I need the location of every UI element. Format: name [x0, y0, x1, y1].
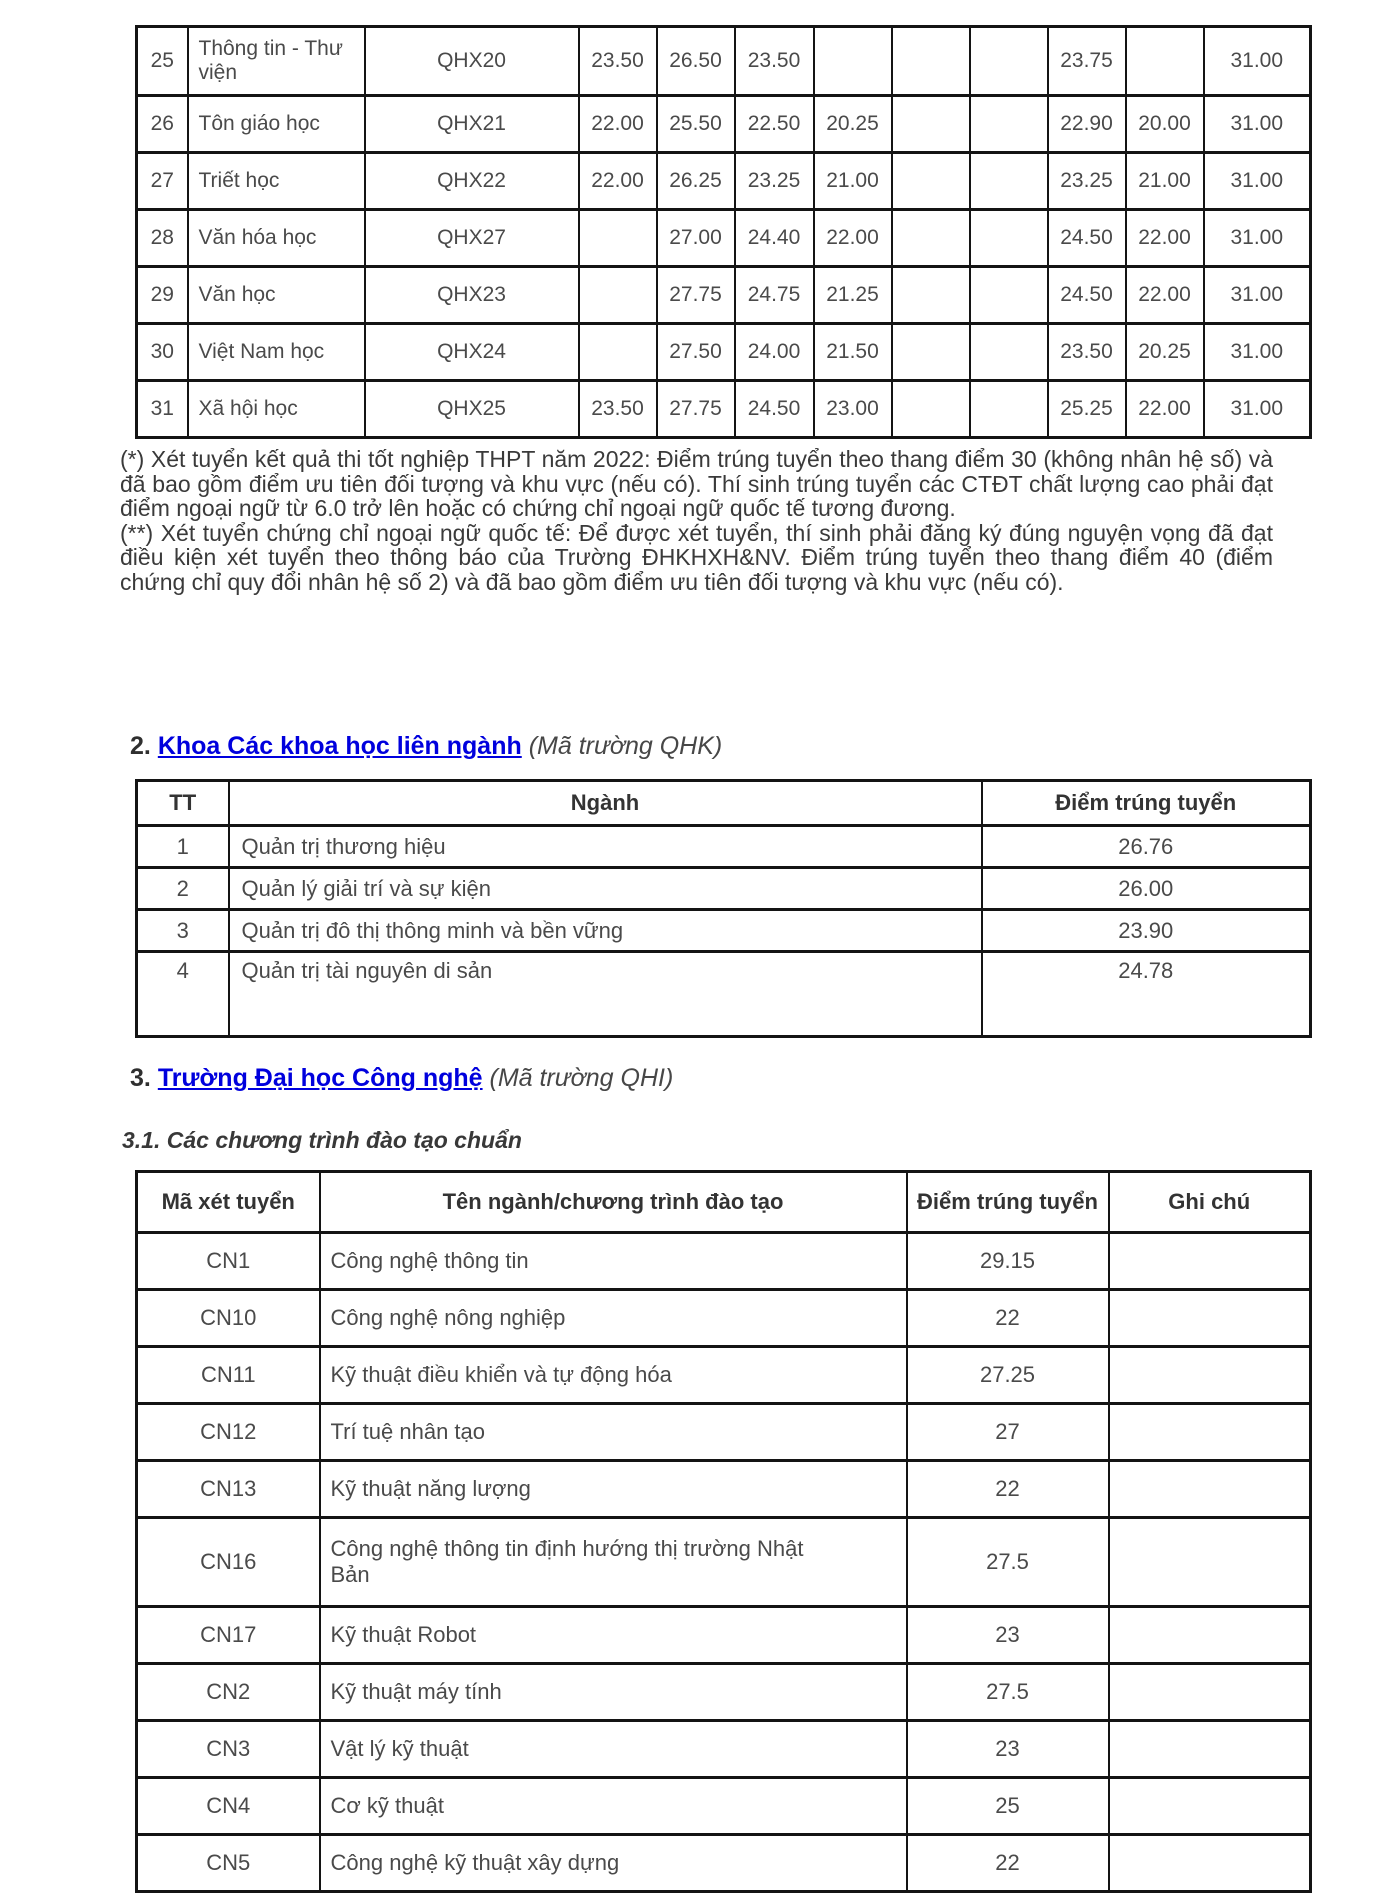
- program-code-cell: QHX22: [365, 153, 579, 210]
- section-3-link[interactable]: Trường Đại học Công nghệ: [157, 1064, 483, 1092]
- score-cell: 24.75: [735, 267, 814, 324]
- score-cell: 26.25: [657, 153, 735, 210]
- score-cell: 31.00: [1204, 324, 1311, 381]
- column-header-tt: TT: [137, 781, 229, 826]
- column-header-diem: Điểm trúng tuyển: [907, 1172, 1109, 1233]
- row-number-cell: 25: [137, 27, 188, 96]
- note-cell: [1109, 1290, 1311, 1347]
- admission-code-cell: CN1: [137, 1233, 320, 1290]
- table-row: [137, 1721, 1311, 1778]
- score-cell: [892, 153, 970, 210]
- score-cell: 31.00: [1204, 27, 1311, 96]
- score-cell: 31.00: [1204, 267, 1311, 324]
- table-header-row: [137, 1172, 1311, 1233]
- score-cell: 21.00: [1126, 153, 1204, 210]
- row-number-cell: 29: [137, 267, 188, 324]
- score-cell: 25.50: [657, 96, 735, 153]
- table-row: [137, 910, 1311, 952]
- admission-code-cell: CN13: [137, 1461, 320, 1518]
- table-row: [137, 324, 1311, 381]
- score-cell: [1126, 27, 1204, 96]
- score-cell: 27.50: [657, 324, 735, 381]
- table-row: [137, 267, 1311, 324]
- program-name-cell: Kỹ thuật điều khiển và tự động hóa: [320, 1347, 907, 1404]
- note-cell: [1109, 1778, 1311, 1835]
- table-row: [137, 868, 1311, 910]
- admission-score-cell: 23.90: [982, 910, 1311, 952]
- table-row: [137, 826, 1311, 868]
- score-cell: 23.50: [579, 27, 657, 96]
- program-code-cell: QHX20: [365, 27, 579, 96]
- program-name-cell: Công nghệ nông nghiệp: [320, 1290, 907, 1347]
- program-name-cell: Xã hội học: [188, 381, 365, 438]
- score-cell: 27.75: [657, 381, 735, 438]
- score-cell: 24.00: [735, 324, 814, 381]
- admission-scores-table-qhx: [135, 25, 1312, 439]
- score-cell: 22.00: [579, 153, 657, 210]
- table-row: [137, 1607, 1311, 1664]
- score-cell: 24.40: [735, 210, 814, 267]
- table-row: [137, 153, 1311, 210]
- score-cell: 27.75: [657, 267, 735, 324]
- score-cell: 31.00: [1204, 96, 1311, 153]
- score-cell: 31.00: [1204, 210, 1311, 267]
- program-name-cell: Kỹ thuật năng lượng: [320, 1461, 907, 1518]
- score-cell: 21.50: [814, 324, 892, 381]
- score-cell: 21.00: [814, 153, 892, 210]
- table-row: [137, 1664, 1311, 1721]
- note-cell: [1109, 1404, 1311, 1461]
- section-2-link[interactable]: Khoa Các khoa học liên ngành: [157, 732, 522, 760]
- admission-score-cell: 23: [907, 1607, 1109, 1664]
- score-cell: 24.50: [1048, 210, 1126, 267]
- row-number-cell: 31: [137, 381, 188, 438]
- admission-score-cell: 27.5: [907, 1518, 1109, 1607]
- program-code-cell: QHX27: [365, 210, 579, 267]
- score-cell: 22.90: [1048, 96, 1126, 153]
- admission-score-cell: 27.5: [907, 1664, 1109, 1721]
- score-cell: [970, 27, 1048, 96]
- program-name-cell: Triết học: [188, 153, 365, 210]
- row-number-cell: 1: [137, 826, 229, 868]
- score-cell: 23.25: [1048, 153, 1126, 210]
- score-cell: 25.25: [1048, 381, 1126, 438]
- score-cell: [970, 267, 1048, 324]
- qhi-scores-table: [135, 1170, 1312, 1893]
- program-name-cell: Vật lý kỹ thuật: [320, 1721, 907, 1778]
- table-row: [137, 1290, 1311, 1347]
- program-name-cell: Kỹ thuật Robot: [320, 1607, 907, 1664]
- program-name-cell: Trí tuệ nhân tạo: [320, 1404, 907, 1461]
- score-cell: 22.00: [1126, 381, 1204, 438]
- admission-code-cell: CN2: [137, 1664, 320, 1721]
- row-number-cell: 27: [137, 153, 188, 210]
- row-number-cell: 2: [137, 868, 229, 910]
- score-cell: 24.50: [1048, 267, 1126, 324]
- row-number-cell: 26: [137, 96, 188, 153]
- score-cell: [970, 210, 1048, 267]
- score-cell: [892, 267, 970, 324]
- admission-score-cell: 26.76: [982, 826, 1311, 868]
- table-row: [137, 1518, 1311, 1607]
- score-cell: 22.00: [1126, 267, 1204, 324]
- score-cell: 23.00: [814, 381, 892, 438]
- program-name-cell: Tôn giáo học: [188, 96, 365, 153]
- row-number-cell: 3: [137, 910, 229, 952]
- table-row: [137, 1835, 1311, 1892]
- score-cell: [970, 324, 1048, 381]
- column-header-ghi-chu: Ghi chú: [1109, 1172, 1311, 1233]
- score-cell: [970, 153, 1048, 210]
- table-row: [137, 1404, 1311, 1461]
- qhk-scores-table: [135, 779, 1312, 1038]
- major-name-cell: Quản trị đô thị thông minh và bền vững: [229, 910, 982, 952]
- admission-score-cell: 22: [907, 1461, 1109, 1518]
- score-cell: 31.00: [1204, 381, 1311, 438]
- score-cell: 20.25: [814, 96, 892, 153]
- admission-code-cell: CN3: [137, 1721, 320, 1778]
- score-cell: 27.00: [657, 210, 735, 267]
- admission-code-cell: CN16: [137, 1518, 320, 1607]
- section-3-number: 3.: [130, 1064, 151, 1092]
- score-cell: [892, 381, 970, 438]
- table-row: [137, 1778, 1311, 1835]
- row-number-cell: 28: [137, 210, 188, 267]
- major-name-cell: Quản trị thương hiệu: [229, 826, 982, 868]
- table-header-row: [137, 781, 1311, 826]
- section-3-1-subheading: 3.1. Các chương trình đào tạo chuẩn: [122, 1127, 522, 1153]
- admission-score-cell: 23: [907, 1721, 1109, 1778]
- section-3-school-code: (Mã trường QHI): [489, 1064, 674, 1092]
- program-name-cell: Công nghệ thông tin định hướng thị trường Nhật Bản: [320, 1518, 907, 1607]
- admission-score-cell: 22: [907, 1835, 1109, 1892]
- score-cell: [892, 324, 970, 381]
- note-cell: [1109, 1721, 1311, 1778]
- admission-score-cell: 29.15: [907, 1233, 1109, 1290]
- score-cell: 22.00: [814, 210, 892, 267]
- score-cell: [814, 27, 892, 96]
- admission-code-cell: CN17: [137, 1607, 320, 1664]
- table-row: [137, 1347, 1311, 1404]
- column-header-nganh: Ngành: [229, 781, 982, 826]
- admission-code-cell: CN5: [137, 1835, 320, 1892]
- admission-code-cell: CN12: [137, 1404, 320, 1461]
- admission-code-cell: CN10: [137, 1290, 320, 1347]
- column-header-diem: Điểm trúng tuyển: [982, 781, 1311, 826]
- program-name-cell: Việt Nam học: [188, 324, 365, 381]
- major-name-cell: Quản lý giải trí và sự kiện: [229, 868, 982, 910]
- score-cell: 26.50: [657, 27, 735, 96]
- column-header-ten-nganh: Tên ngành/chương trình đào tạo: [320, 1172, 907, 1233]
- table-row: [137, 210, 1311, 267]
- footnote-doublestar: (**) Xét tuyển chứng chỉ ngoại ngữ quốc tế: Để được xét tuyển, thí sinh phải đăng ký đúng nguyện vọng đã đạt điều kiện xét tuyển theo thông báo của Trường ĐHKHXH&NV. Điểm trúng tuyển theo thang điểm 40 (điểm chứng chỉ quy đổi nhân hệ số 2) và đã bao gồm điểm ưu tiên đối tượng và khu vực (nếu có).: [120, 519, 1273, 595]
- score-cell: [970, 381, 1048, 438]
- table-row: [137, 1233, 1311, 1290]
- row-number-cell: 30: [137, 324, 188, 381]
- footnotes: [120, 447, 1273, 594]
- program-code-cell: QHX25: [365, 381, 579, 438]
- note-cell: [1109, 1233, 1311, 1290]
- admission-score-cell: 24.78: [982, 952, 1311, 1037]
- program-name-cell: Kỹ thuật máy tính: [320, 1664, 907, 1721]
- score-cell: 21.25: [814, 267, 892, 324]
- footnote-star: (*) Xét tuyển kết quả thi tốt nghiệp THPT năm 2022: Điểm trúng tuyển theo thang điểm 30 (không nhân hệ số) và đã bao gồm điểm ưu tiên đối tượng và khu vực (nếu có). Thí sinh trúng tuyển các CTĐT chất lượng cao phải đạt điểm ngoại ngữ từ 6.0 trở lên hoặc có chứng chỉ ngoại ngữ quốc tế tương đương.: [120, 446, 1273, 521]
- score-cell: [579, 267, 657, 324]
- note-cell: [1109, 1607, 1311, 1664]
- score-cell: 31.00: [1204, 153, 1311, 210]
- section-2-school-code: (Mã trường QHK): [528, 732, 723, 760]
- score-cell: [892, 27, 970, 96]
- program-name-cell: Thông tin - Thư viện: [188, 27, 365, 96]
- note-cell: [1109, 1347, 1311, 1404]
- score-cell: 20.25: [1126, 324, 1204, 381]
- table-row: [137, 952, 1311, 1037]
- admission-score-cell: 25: [907, 1778, 1109, 1835]
- table-row: [137, 27, 1311, 96]
- score-cell: 22.00: [579, 96, 657, 153]
- program-name-cell: Công nghệ thông tin: [320, 1233, 907, 1290]
- admission-code-cell: CN11: [137, 1347, 320, 1404]
- section-2-number: 2.: [130, 732, 151, 760]
- score-cell: 23.25: [735, 153, 814, 210]
- section-2-heading: [130, 732, 1390, 761]
- program-name-cell: Văn học: [188, 267, 365, 324]
- score-cell: [892, 96, 970, 153]
- admission-score-cell: 27.25: [907, 1347, 1109, 1404]
- admission-score-cell: 22: [907, 1290, 1109, 1347]
- score-cell: [892, 210, 970, 267]
- score-cell: [579, 324, 657, 381]
- section-3-heading: [130, 1064, 1390, 1093]
- score-cell: 22.00: [1126, 210, 1204, 267]
- admission-score-cell: 26.00: [982, 868, 1311, 910]
- note-cell: [1109, 1461, 1311, 1518]
- score-cell: 23.50: [735, 27, 814, 96]
- score-cell: 23.50: [579, 381, 657, 438]
- program-code-cell: QHX23: [365, 267, 579, 324]
- program-code-cell: QHX24: [365, 324, 579, 381]
- note-cell: [1109, 1835, 1311, 1892]
- note-cell: [1109, 1518, 1311, 1607]
- score-cell: [970, 96, 1048, 153]
- table-row: [137, 1461, 1311, 1518]
- note-cell: [1109, 1664, 1311, 1721]
- program-name-cell: Cơ kỹ thuật: [320, 1778, 907, 1835]
- program-name-cell: Công nghệ kỹ thuật xây dựng: [320, 1835, 907, 1892]
- score-cell: 23.75: [1048, 27, 1126, 96]
- table-row: [137, 381, 1311, 438]
- table-row: [137, 96, 1311, 153]
- major-name-cell: Quản trị tài nguyên di sản: [229, 952, 982, 1037]
- admission-score-cell: 27: [907, 1404, 1109, 1461]
- row-number-cell: 4: [137, 952, 229, 1037]
- score-cell: 20.00: [1126, 96, 1204, 153]
- program-name-cell: Văn hóa học: [188, 210, 365, 267]
- score-cell: [579, 210, 657, 267]
- program-code-cell: QHX21: [365, 96, 579, 153]
- column-header-ma-xet-tuyen: Mã xét tuyển: [137, 1172, 320, 1233]
- admission-code-cell: CN4: [137, 1778, 320, 1835]
- score-cell: 23.50: [1048, 324, 1126, 381]
- score-cell: 22.50: [735, 96, 814, 153]
- score-cell: 24.50: [735, 381, 814, 438]
